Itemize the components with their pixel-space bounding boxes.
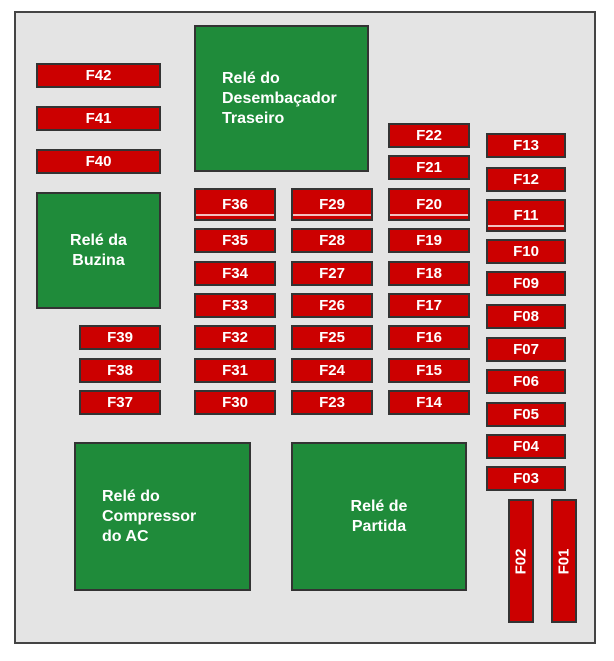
- fuse-f16: [388, 325, 470, 350]
- fuse-f29-label: F29: [319, 196, 345, 213]
- fuse-f07: [486, 337, 566, 362]
- fuse-f31-label: F31: [222, 362, 248, 379]
- fuse-f40: [36, 149, 161, 174]
- relay-rear-defogger-line-1: Relé do: [222, 69, 280, 87]
- fuse-f14: [388, 390, 470, 415]
- fuse-f36: [194, 188, 276, 221]
- fuse-f12-label: F12: [513, 171, 539, 188]
- relay-horn-line-1: Relé da: [70, 231, 127, 249]
- fuse-f10-label: F10: [513, 243, 539, 260]
- fuse-f23: [291, 390, 373, 415]
- fuse-f33-label: F33: [222, 297, 248, 314]
- fuse-f19: [388, 228, 470, 253]
- fuse-f38-label: F38: [107, 362, 133, 379]
- relay-ac-compressor-line-3: do AC: [102, 527, 149, 545]
- relay-starter-line-1: Relé de: [350, 497, 408, 515]
- fuse-f16-label: F16: [416, 329, 442, 346]
- relay-starter: [291, 442, 467, 591]
- fuse-f06-label: F06: [513, 373, 539, 390]
- fuse-f36-label: F36: [222, 196, 248, 213]
- fuse-f33: [194, 293, 276, 318]
- fuse-f12: [486, 167, 566, 192]
- fuse-f19-label: F19: [416, 232, 442, 249]
- fuse-f24-label: F24: [319, 362, 345, 379]
- fuse-f26-label: F26: [319, 297, 345, 314]
- fuse-f22: [388, 123, 470, 148]
- fuse-f25: [291, 325, 373, 350]
- fuse-f17: [388, 293, 470, 318]
- fuse-f40-label: F40: [85, 153, 112, 170]
- fuse-f41-label: F41: [85, 110, 112, 127]
- fuse-f09-label: F09: [513, 275, 539, 292]
- fuse-f31: [194, 358, 276, 383]
- fuse-f35-label: F35: [222, 232, 248, 249]
- fuse-f05: [486, 402, 566, 427]
- fuse-f02-label: F02: [512, 548, 530, 574]
- fuse-f15-label: F15: [416, 362, 442, 379]
- relay-rear-defogger: [194, 25, 369, 172]
- fuse-f14-label: F14: [416, 394, 442, 411]
- fuse-f10: [486, 239, 566, 264]
- fuse-f34: [194, 261, 276, 286]
- fuse-f13: [486, 133, 566, 158]
- fuse-f20: [388, 188, 470, 221]
- fuse-f38: [79, 358, 161, 383]
- fuse-f32: [194, 325, 276, 350]
- fuse-f34-label: F34: [222, 265, 248, 282]
- fuse-f39-label: F39: [107, 329, 133, 346]
- fuse-f04-label: F04: [513, 438, 539, 455]
- relay-ac-compressor-line-2: Compressor: [102, 507, 197, 525]
- fuse-f30-label: F30: [222, 394, 248, 411]
- fuse-f42: [36, 63, 161, 88]
- fuse-f35: [194, 228, 276, 253]
- fuse-f28: [291, 228, 373, 253]
- fuse-box-panel: [14, 11, 596, 644]
- relay-horn: [36, 192, 161, 309]
- fuse-f32-label: F32: [222, 329, 248, 346]
- fuse-f21: [388, 155, 470, 180]
- fuse-f01: [551, 499, 577, 623]
- fuse-f02: [508, 499, 534, 623]
- fuse-f17-label: F17: [416, 297, 442, 314]
- fuse-f08: [486, 304, 566, 329]
- fuse-f29: [291, 188, 373, 221]
- relay-starter-line-2: Partida: [351, 517, 407, 535]
- fuse-f15: [388, 358, 470, 383]
- fuse-f03-label: F03: [513, 470, 539, 487]
- relay-rear-defogger-line-2: Desembaçador: [222, 89, 337, 107]
- fuse-f13-label: F13: [513, 137, 539, 154]
- fuse-f08-label: F08: [513, 308, 539, 325]
- fuse-f07-label: F07: [513, 341, 539, 358]
- fuse-f21-label: F21: [416, 159, 442, 176]
- fuse-f04: [486, 434, 566, 459]
- fuse-f18: [388, 261, 470, 286]
- relay-ac-compressor-line-1: Relé do: [102, 487, 160, 505]
- fuse-f42-label: F42: [85, 67, 112, 84]
- fuse-f05-label: F05: [513, 406, 539, 423]
- fuse-f23-label: F23: [319, 394, 345, 411]
- fuse-f26: [291, 293, 373, 318]
- fuse-f37: [79, 390, 161, 415]
- fuse-f27-label: F27: [319, 265, 345, 282]
- fuse-f11-label: F11: [513, 207, 539, 224]
- fuse-f20-label: F20: [416, 196, 442, 213]
- fuse-f18-label: F18: [416, 265, 442, 282]
- fuse-f24: [291, 358, 373, 383]
- fuse-f09: [486, 271, 566, 296]
- fuse-f06: [486, 369, 566, 394]
- fuse-f37-label: F37: [107, 394, 133, 411]
- fuse-f03: [486, 466, 566, 491]
- relay-horn-line-2: Buzina: [72, 251, 125, 269]
- fuse-f01-label: F01: [555, 548, 573, 574]
- fuse-f27: [291, 261, 373, 286]
- fuse-f41: [36, 106, 161, 131]
- fuse-f30: [194, 390, 276, 415]
- fuse-f22-label: F22: [416, 127, 442, 144]
- fuse-f28-label: F28: [319, 232, 345, 249]
- relay-rear-defogger-line-3: Traseiro: [222, 109, 285, 127]
- fuse-f39: [79, 325, 161, 350]
- relay-ac-compressor: [74, 442, 251, 591]
- fuse-f25-label: F25: [319, 329, 345, 346]
- fuse-f11: [486, 199, 566, 232]
